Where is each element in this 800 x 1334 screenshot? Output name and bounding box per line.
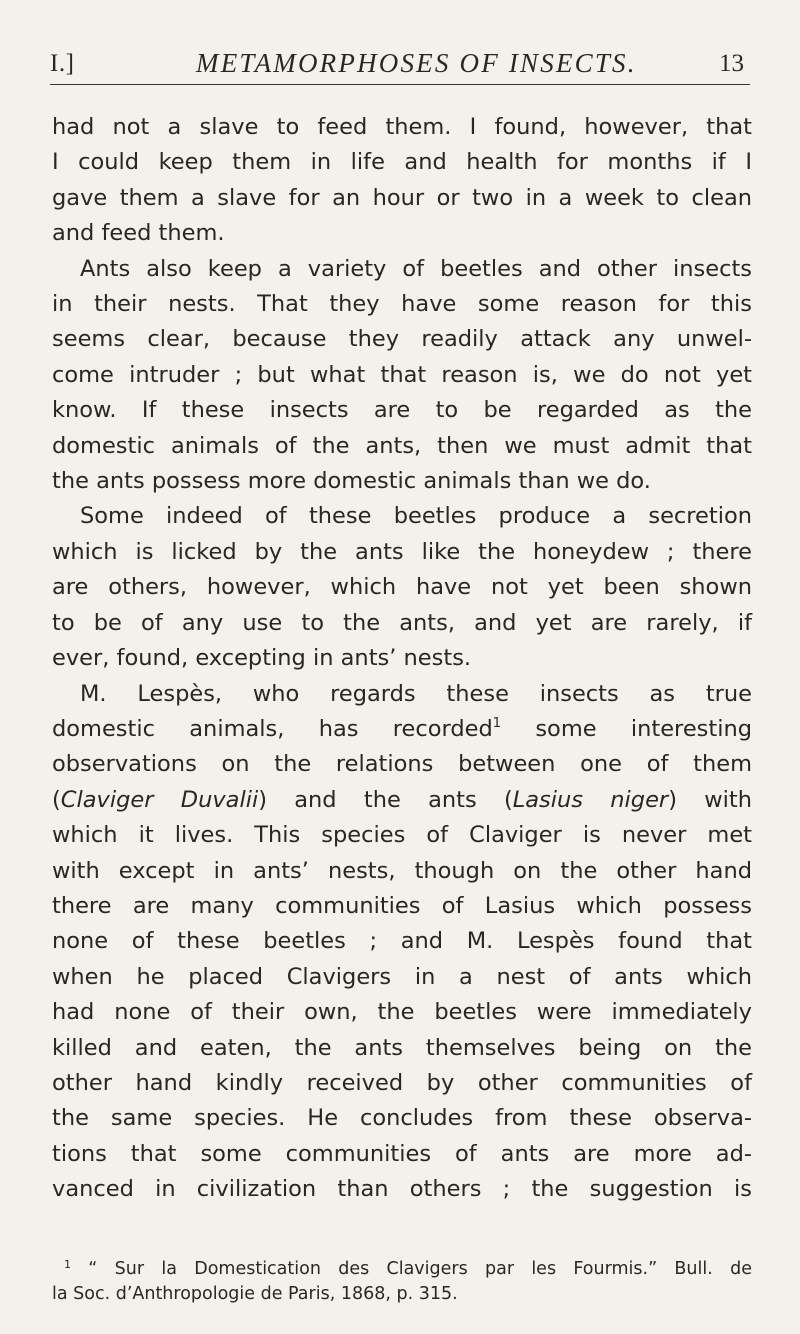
footnote-line: la Soc. d’Anthropologie de Paris, 1868, p. 315. [52,1284,458,1304]
running-title: METAMORPHOSES OF INSECTS. [196,48,637,78]
text-line: Ants also keep a variety of beetles and other insects [80,255,752,282]
text-segment: domestic animals, has recorded [52,715,493,742]
text-line: M. Lespès, who regards these insects as true [80,680,752,707]
text-line: there are many communities of Lasius which possess [52,892,752,919]
footnote [52,1252,752,1307]
text-line: know. If these insects are to be regarded as the [52,397,752,424]
text-line: when he placed Clavigers in a nest of ants which [52,963,752,990]
text-line: had not a slave to feed them. I found, however, that [52,114,752,140]
text-line: and feed them. [52,220,225,247]
text-line: the ants possess more domestic animals than we do. [52,468,651,495]
text-line: killed and eaten, the ants themselves being on the [52,1034,752,1061]
text-line: come intruder ; but what that reason is, we do not yet [52,361,752,388]
text-segment: ) with [668,786,752,813]
text-line: had none of their own, the beetles were immediately [52,999,752,1026]
footnote-reference: 1 [492,715,502,731]
footnote-line [52,1252,752,1282]
species-name: Lasius niger [512,786,669,813]
text-line: vanced in civilization than others ; the suggestion is [52,1176,752,1203]
text-line: ever, found, excepting in ants’ nests. [52,645,472,672]
text-segment: some interesting [501,715,752,742]
text-line: to be of any use to the ants, and yet are rarely, if [52,609,752,636]
text-segment: ) and the ants ( [258,786,513,813]
text-line: seems clear, because they readily attack any unwel- [52,326,752,353]
text-line: observations on the relations between one of them [52,751,752,778]
species-name: Claviger Duvalii [60,786,259,813]
text-line: are others, however, which have not yet been shown [52,574,752,601]
header-rule [50,84,750,85]
text-line: none of these beetles ; and M. Lespès found that [52,928,752,955]
text-line: tions that some communities of ants are more ad- [52,1140,752,1167]
text-segment: ( [52,786,61,813]
page-number: 13 [719,50,744,77]
text-line: in their nests. That they have some reason for this [52,291,752,318]
footnote-text: “ Sur la Domestication des Clavigers par les Fourmis.” Bull. de [88,1259,752,1279]
text-line: which is licked by the ants like the honeydew ; there [52,538,752,565]
text-line: other hand kindly received by other communities of [52,1069,752,1096]
footnote-mark: 1 [64,1258,71,1271]
text-line: which it lives. This species of Claviger is never met [52,822,752,849]
text-line [52,712,752,747]
text-line: I could keep them in life and health for months if I [52,149,752,176]
text-line: with except in ants’ nests, though on the other hand [52,857,752,884]
text-line: the same species. He concludes from these observa- [52,1105,752,1132]
text-line: gave them a slave for an hour or two in a week to clean [52,184,752,211]
text-line [52,783,752,818]
text-line: domestic animals of the ants, then we must admit that [52,432,752,459]
running-head [50,44,754,80]
chapter-number: I.] [50,50,75,77]
body-text [52,110,752,1208]
text-line: Some indeed of these beetles produce a secretion [80,503,752,530]
